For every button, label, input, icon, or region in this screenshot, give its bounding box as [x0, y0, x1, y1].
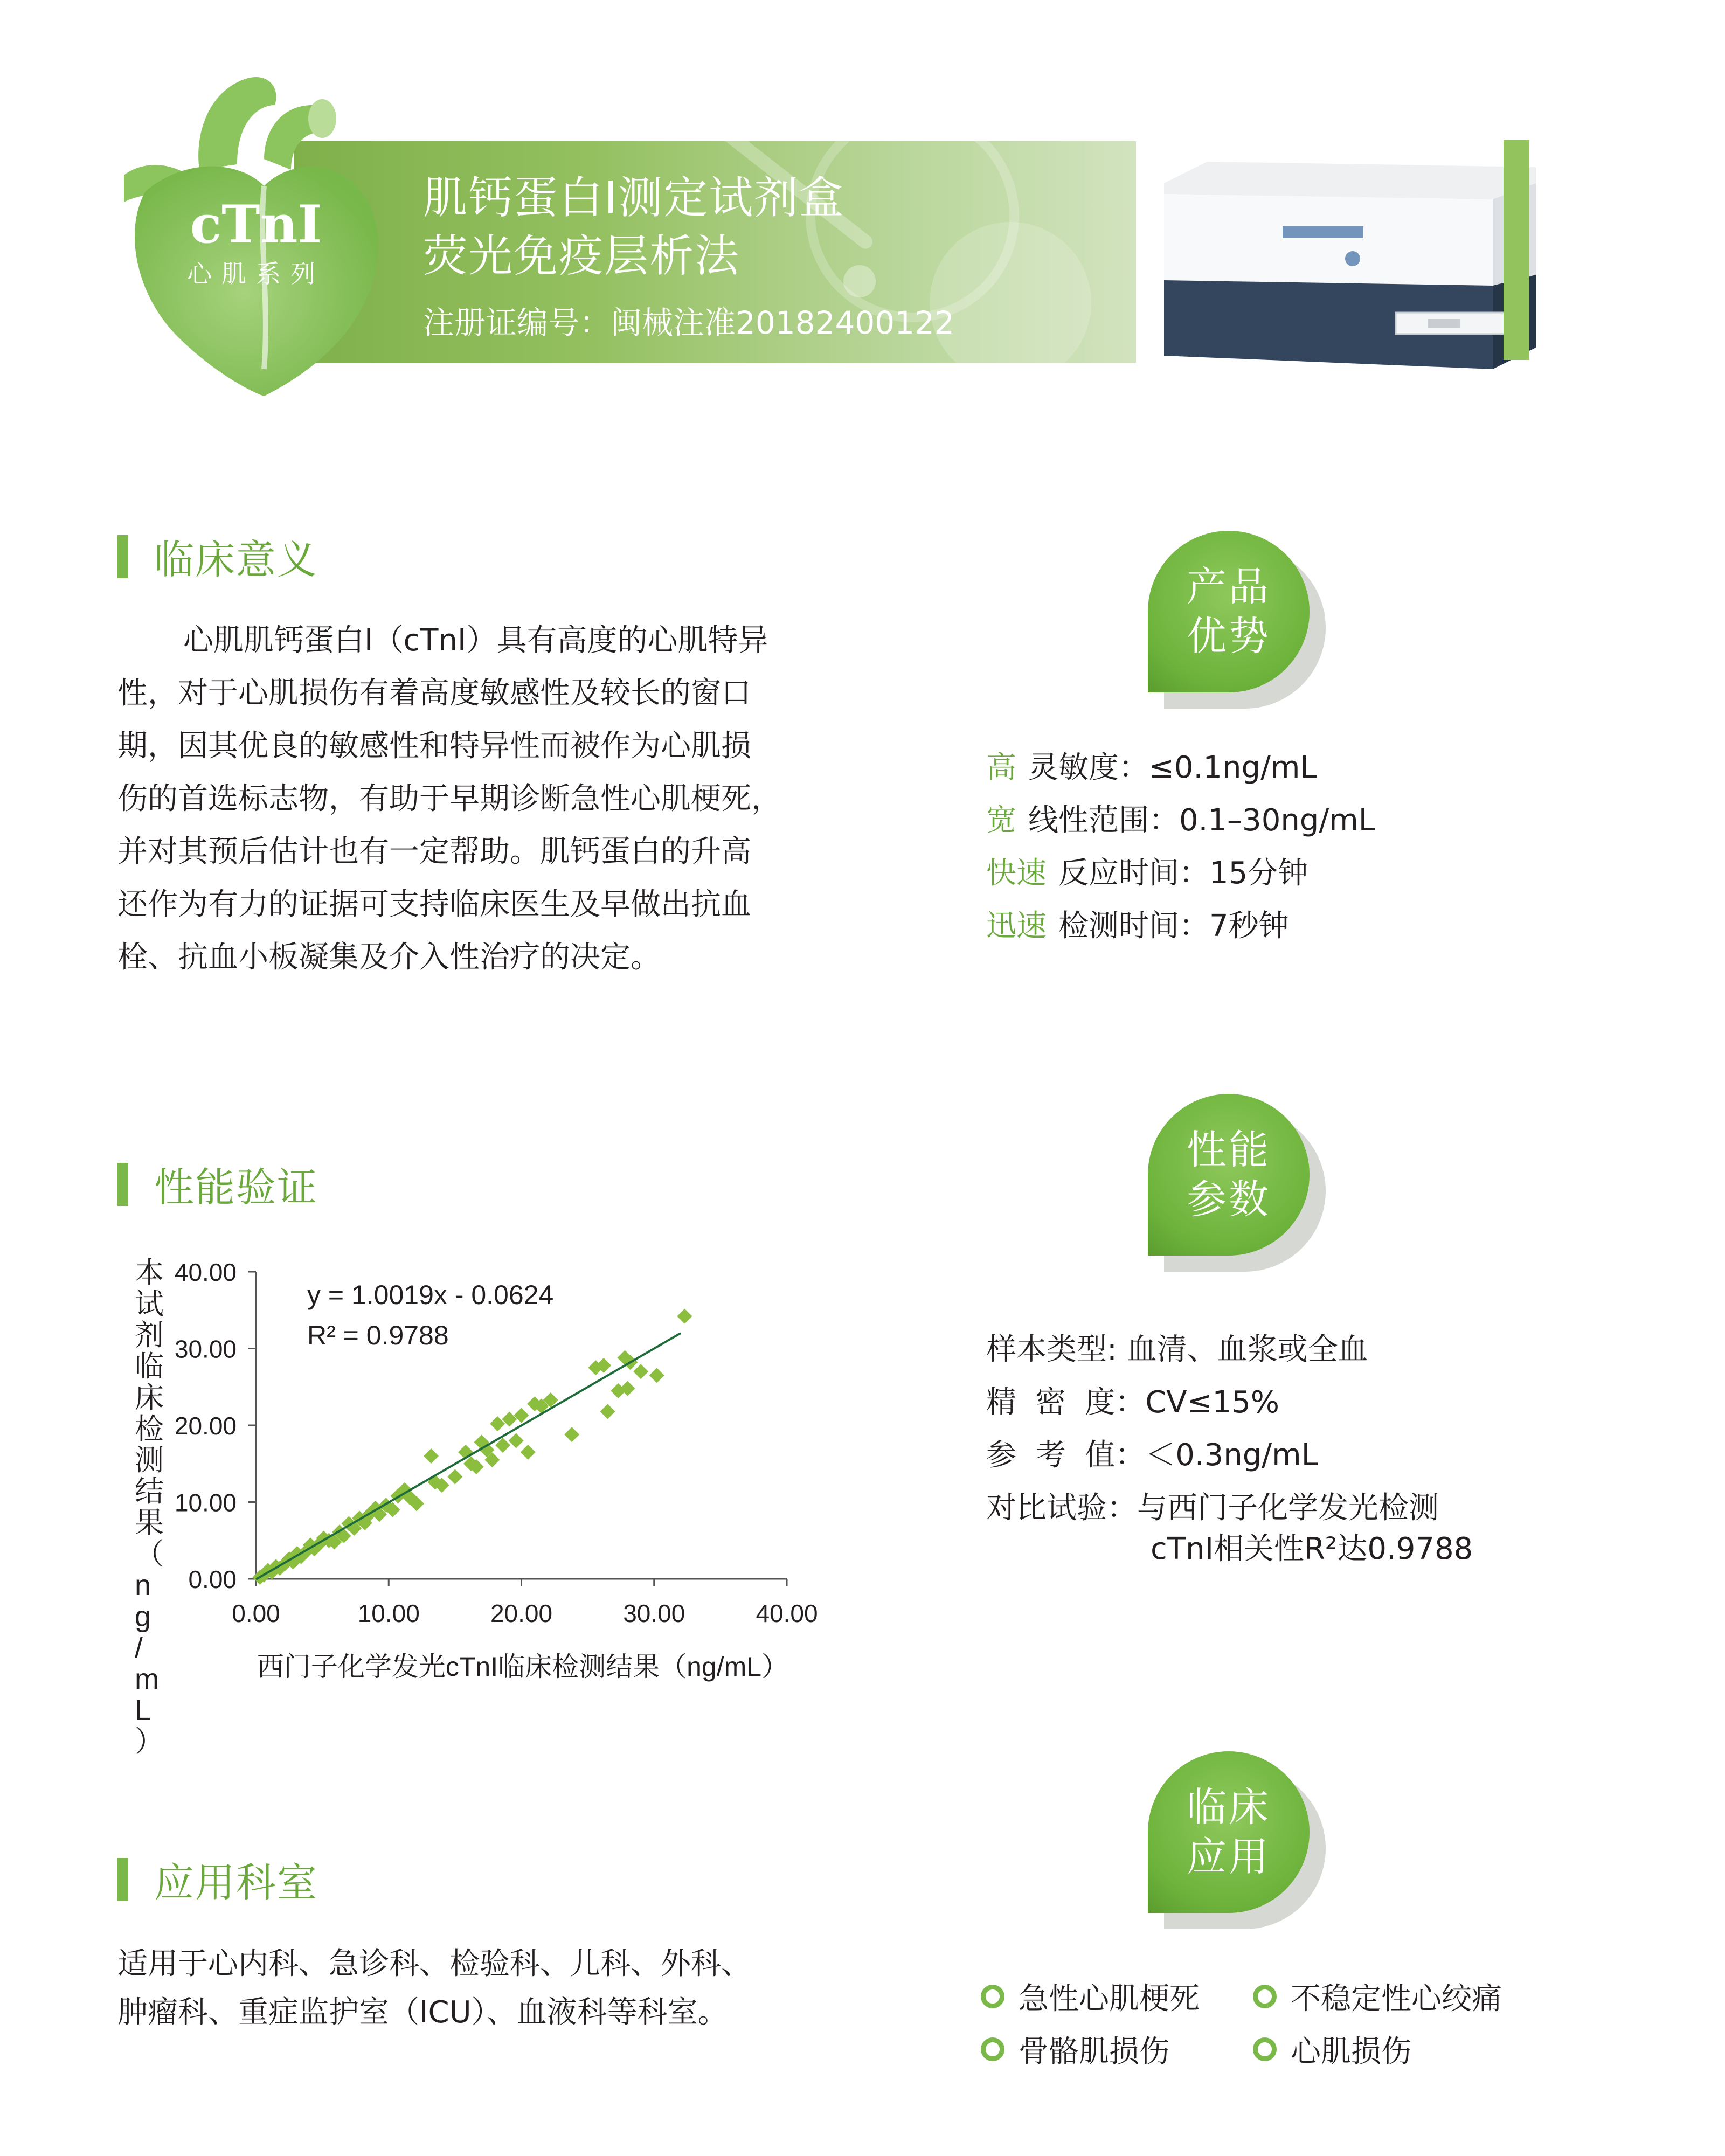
x-axis-title: 西门子化学发光cTnI临床检测结果（ng/mL） — [257, 1652, 789, 1682]
badge-text: 参数 — [1187, 1176, 1271, 1223]
x-tick-label: 0.00 — [232, 1599, 280, 1627]
data-point — [649, 1368, 664, 1383]
heading-marker — [117, 1163, 128, 1206]
advantage-key: 迅速 — [986, 909, 1047, 944]
bullet-ring-icon — [981, 2037, 1004, 2061]
clinical-use-item — [1253, 1975, 1502, 2018]
parameter-row: cTnI相关性R²达0.9788 — [1151, 1531, 1473, 1566]
series-code: cTnI — [190, 194, 322, 255]
regression-equation: y = 1.0019x - 0.0624 — [307, 1280, 554, 1310]
parameter-row: 对比试验：与西门子化学发光检测 — [986, 1491, 1439, 1526]
x-tick-label: 10.00 — [357, 1599, 420, 1627]
y-tick-label: 10.00 — [174, 1488, 237, 1517]
parameter-row: 精 密 度：CV≤15% — [986, 1385, 1280, 1420]
advantage-item — [986, 902, 1289, 945]
badge-text: 优势 — [1187, 613, 1271, 660]
data-point — [564, 1427, 579, 1442]
data-point — [509, 1433, 524, 1448]
y-tick-label: 30.00 — [174, 1335, 237, 1363]
section-title: 临床意义 — [154, 537, 318, 583]
badge-text: 产品 — [1187, 564, 1271, 610]
heading-marker — [117, 1858, 128, 1901]
data-point — [424, 1448, 439, 1464]
clinical-use-item — [981, 2028, 1169, 2071]
accent-bar — [1504, 140, 1529, 360]
data-point — [677, 1309, 692, 1324]
clinical-significance-text — [117, 614, 845, 984]
section-title: 应用科室 — [154, 1860, 318, 1906]
title-banner — [294, 141, 1136, 363]
section-heading-departments — [117, 1856, 318, 1906]
bullet-ring-icon — [981, 1985, 1004, 2008]
y-tick-label: 20.00 — [174, 1412, 237, 1440]
y-tick-label: 40.00 — [174, 1258, 237, 1286]
bullet-ring-icon — [1253, 2037, 1277, 2061]
advantage-item — [986, 744, 1317, 787]
advantages-badge — [1148, 531, 1326, 709]
advantage-key: 快速 — [986, 856, 1047, 891]
advantage-text: 检测时间：7秒钟 — [1058, 909, 1289, 944]
section-heading-clinical — [117, 533, 318, 583]
clinical-use-badge — [1148, 1751, 1326, 1929]
series-name: 心肌系列 — [187, 259, 325, 288]
y-tick-label: 0.00 — [188, 1565, 237, 1593]
clinical-use-item — [1253, 2028, 1411, 2071]
badge-text: 应用 — [1187, 1834, 1271, 1880]
trend-line — [256, 1333, 681, 1579]
paragraph-line: 并对其预后估计也有一定帮助。肌钙蛋白的升高 — [117, 834, 751, 869]
x-tick-label: 20.00 — [490, 1599, 553, 1627]
data-point — [521, 1445, 536, 1460]
data-point — [514, 1408, 529, 1423]
heading-marker — [117, 535, 128, 578]
paragraph-line: 期，因其优良的敏感性和特异性而被作为心肌损 — [117, 729, 751, 764]
advantage-text: 灵敏度：≤0.1ng/mL — [1028, 750, 1317, 785]
departments-text — [117, 1940, 845, 2037]
clinical-use-item — [981, 1975, 1200, 2018]
advantage-key: 宽 — [986, 803, 1016, 838]
data-point — [633, 1364, 648, 1379]
section-title: 性能验证 — [154, 1164, 318, 1211]
paragraph-line: 还作为有力的证据可支持临床医生及早做出抗血 — [117, 887, 751, 922]
bullet-ring-icon — [1253, 1985, 1277, 2008]
clinical-use-label: 不稳定性心绞痛 — [1291, 1981, 1502, 2016]
y-axis-title: 本试剂临床检测结果（ n g / m L ） — [135, 1257, 164, 1758]
section-heading-performance — [117, 1161, 318, 1211]
clinical-use-label: 骨骼肌损伤 — [1019, 2034, 1169, 2069]
clinical-use-label: 急性心肌梗死 — [1019, 1981, 1200, 2016]
advantage-item — [986, 796, 1375, 840]
parameter-row: 样本类型: 血清、血浆或全血 — [986, 1332, 1368, 1367]
paragraph-line: 栓、抗血小板凝集及介入性治疗的决定。 — [117, 940, 661, 975]
r-squared-label: R² = 0.9788 — [307, 1320, 449, 1350]
registration-number: 注册证编号：闽械注准20182400122 — [423, 304, 954, 341]
correlation-scatter-chart — [102, 1234, 857, 1758]
clinical-use-label: 心肌损伤 — [1291, 2034, 1411, 2069]
advantage-text: 线性范围：0.1–30ng/mL — [1028, 803, 1375, 838]
x-tick-label: 30.00 — [623, 1599, 685, 1627]
banner-decoration — [843, 265, 876, 297]
advantage-text: 反应时间：15分钟 — [1058, 856, 1308, 891]
product-title-line2: 荧光免疫层析法 — [423, 231, 740, 282]
paragraph-line: 心肌肌钙蛋白I（cTnI）具有高度的心肌特异 — [183, 623, 768, 658]
advantage-key: 高 — [986, 750, 1016, 785]
badge-text: 临床 — [1187, 1784, 1271, 1831]
parameter-row: 参 考 值：＜0.3ng/mL — [986, 1438, 1318, 1473]
data-point — [600, 1404, 615, 1419]
badge-text: 性能 — [1187, 1127, 1271, 1173]
product-box-image — [1159, 162, 1536, 377]
paragraph-line: 伤的首选标志物，有助于早期诊断急性心肌梗死， — [117, 781, 781, 816]
paragraph-line: 适用于心内科、急诊科、检验科、儿科、外科、 — [117, 1946, 751, 1981]
parameters-badge — [1148, 1094, 1326, 1272]
advantage-item — [986, 849, 1308, 892]
data-point — [447, 1469, 462, 1484]
product-title-line1: 肌钙蛋白I测定试剂盒 — [423, 172, 845, 224]
x-tick-label: 40.00 — [756, 1599, 818, 1627]
paragraph-line: 肿瘤科、重症监护室（ICU）、血液科等科室。 — [117, 1995, 728, 2030]
paragraph-line: 性，对于心肌损伤有着高度敏感性及较长的窗口 — [117, 676, 751, 711]
